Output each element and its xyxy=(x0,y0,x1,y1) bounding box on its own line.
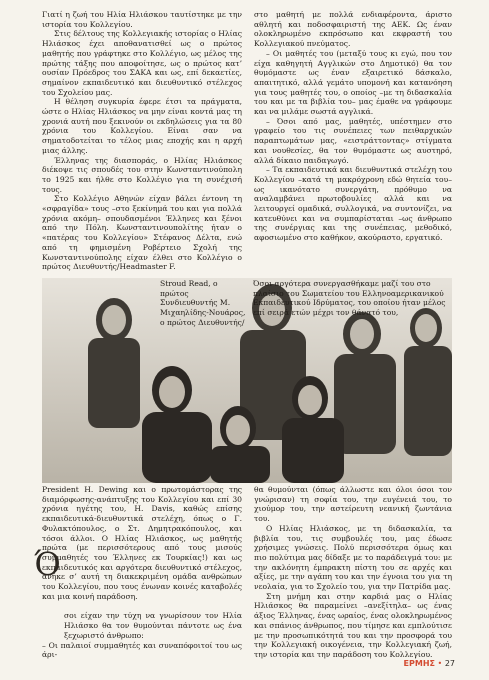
paragraph: – Όσοι από μας, μαθητές, υπέστημεν στο γραφείο του τις συνέπειες των πειθαρχικών παραπτωμάτων μας, «ειστράττοντας» στίγματα και νουθεσίες, θα τον θυμόμαστε ως αυστηρό, αλλά δίκαιο παιδαγωγό. xyxy=(254,116,452,165)
article-column-left-top xyxy=(42,10,242,272)
paragraph: Στις δέλτους της Κολλεγιακής ιστορίας ο Ηλίας Ηλιάσκος έχει αποθανατισθεί ως ο πρώτος μαθητής που γράφτηκε στο Κολλέγιο, ως μέλος της πρώτης τάξης που αποφοίτησε, ως ο πρώτος κατ’ ουσίαν Πρόεδρος του ΣΑΚΑ και ως, επί δεκαετίες, σημαίνον εκπαιδευτικό και διευθυντικό στέλεχος του Σχολείου μας. xyxy=(42,29,242,97)
photo-caption-right: Όσοι αργότερα συνεργασθήκαμε μαζί του στο πλαίσιο του Σωματείου του Ελληνοαμερικανικού Εκπαιδευτικού Ιδρύματος, του οποίου ήταν μέλος επί σειρά ετών μέχρι τον θάνατό του, xyxy=(253,279,446,318)
paragraph: Στο Κολλέγιο Αθηνών είχαν βάλει έντονη τη «σφραγίδα» τους –στο ξεκίνημά του και για πολλά χρόνια ακόμη– σπουδασμένοι Έλληνες και ξένοι από την Πόλη. Κωνσταντινουπολίτης ήταν ο «πατέρας του Κολλεγίου» Στέφανος Δέλτα, ενώ από τη φημισμένη Ροβέρτειο Σχολή της Κωνσταντινούπολης είχαν έλθει στο Κολλέγιο ο πρώτος Διευθυντής/Headmaster F. xyxy=(42,194,242,272)
paragraph: θα θυμούνται (όπως άλλωστε και όλοι όσοι τον γνώρισαν) τη σοφία του, την ευγένειά του, το χιούμορ του, την αστείρευτη νεανική ζωντάνια του. xyxy=(254,485,452,524)
page-footer: ΕΡΜΗΣ • 27 xyxy=(403,659,455,668)
paragraph: σοι είχαν την τύχη να γνωρίσουν τον Ηλία Ηλιάσκο θα τον θυμούνται πάντοτε ως ένα ξεχωριστό άνθρωπο: xyxy=(64,611,242,640)
article-column-left-bottom xyxy=(42,485,242,660)
article-column-right-bottom xyxy=(254,485,452,660)
paragraph: – Οι μαθητές του (μεταξύ τους κι εγώ, που τον είχα καθηγητή Αγγλικών στο Δημοτικό) θα τον θυμόμαστε ως έναν εξαιρετικό δάσκαλο, απαιτητικό, αλλά γεμάτο υπομονή και κατανόηση για τους μαθητές του, ο οποίος –με τη διδασκαλία του και με τα βιβλία του– μας έμαθε να γράφουμε και να μιλάμε σωστά αγγλικά. xyxy=(254,48,452,117)
page-number: 27 xyxy=(444,659,455,668)
paragraph: – Τα εκπαιδευτικά και διευθυντικά στελέχη του Κολλεγίου –κατά τη μακρόχρονη εδώ θητεία του– ως ικανότατο συνεργάτη, πρόθυμο να αναλαμβάνει πρωτοβουλίες αλλά και να λειτουργεί ομαδικά, συλλογικά, να συντονίζει, να κατευθύνει και να συμπαρίσταται –ως άνθρωπο της συνέργιας και της συνέπειας, μεθοδικό, αφοσιωμένο στο καθήκον, ακούραστο, εργατικό. xyxy=(254,165,452,243)
paragraph: Ο Ηλίας Ηλιάσκος, με τη διδασκαλία, τα βιβλία του, τις συμβουλές του, μας έδωσε χρήσιμες γνώσεις. Πολύ περισσότερα όμως και πιο πολύτιμα μας δίδαξε με το παράδειγμά του: με την ακλόνητη έμπρακτη πίστη του σε αρχές και αξίες, με την αγάπη του και την έγνοια του για τη νεολαία, για το Σχολείο του, για την Πατρίδα μας. xyxy=(254,523,452,592)
paragraph: Έλληνας της διασποράς, ο Ηλίας Ηλιάσκος διέκοψε τις σπουδές του στην Κωνσταντινούπολη το 1925 και ήλθε στο Κολλέγιο για τη συνέχισή τους. xyxy=(42,155,242,194)
paragraph: – Οι παλαιοί συμμαθητές και συναπόφοιτοί του ως άρι- xyxy=(42,640,242,660)
paragraph: Στη μνήμη και στην καρδιά μας ο Ηλίας Ηλιάσκος θα παραμείνει –ανεξίτηλα– ως ένας άξιος Έλληνας, ένας ωραίος, ένας ολοκληρωμένος και σπάνιος άνθρωπος, που τίμησε και εμπλούτισε με την προσωπικότητά του και την προσφορά του την Κολλεγιακή οικογένεια, την Κολλεγιακή ζωή, την ιστορία και την παράδοση του Κολλεγίου. xyxy=(254,591,452,659)
drop-cap: Ό xyxy=(34,545,61,583)
article-column-right-top xyxy=(254,10,452,243)
paragraph: Η θέληση συγκυρία έφερε έτσι τα πράγματα, ώστε ο Ηλίας Ηλιάσκος να μην είναι κοντά μας τη χρονιά αυτή που ξεκινούν οι εκδηλώσεις για τα 80 χρόνια του Κολλεγίου. Είναι σαν να σηματοδοτείται το τέλος μιας εποχής και η αρχή μιας άλλης. xyxy=(42,97,242,155)
paragraph: στο μαθητή με πολλά ενδιαφέροντα, άριστο αθλητή και ποδοσφαιριστή της ΑΕΚ. Ως έναν ολοκληρωμένο εκπρόσωπο και εκφραστή του Κολλεγιακού πνεύματος. xyxy=(254,10,452,49)
magazine-title: ΕΡΜΗΣ xyxy=(403,659,435,668)
paragraph: Γιατί η ζωή του Ηλία Ηλιάσκου ταυτίστηκε με την ιστορία του Κολλεγίου. xyxy=(42,10,242,29)
paragraph: President H. Dewing και ο πρωτομάστορας της διαμόρφωσης-ανάπτυξης του Κολλεγίου και επί 30 χρόνια ηγέτης του, H. Davis, καθώς επίσης εκπαιδευτικά-διευθυντικά στελέχη, όπως ο Γ. Φυλακτόπουλος, ο Στ. Δημητρακόπουλος, και τόσοι άλλοι. Ο Ηλίας Ηλιάσκος, ως μαθητής πρώτα (με περισσότερους από τους μισούς συμμαθητές του Έλληνες εκ Τουρκίας!) και ως εκπαιδευτικός και αργότερα διευθυντικό στέλεχος, ανήκε σ’ αυτή τη διακεκριμένη ομάδα ανθρώπων του Κολλεγίου, που τους ένωναν κοινές καταβολές και μια κοινή παράδοση. xyxy=(42,485,242,601)
photo-caption-left: Stroud Read, ο πρώτος Συνδιευθυντής Μ. Μιχαηλίδης-Νουάρος, ο πρώτος Διευθυντής/ xyxy=(160,279,246,327)
